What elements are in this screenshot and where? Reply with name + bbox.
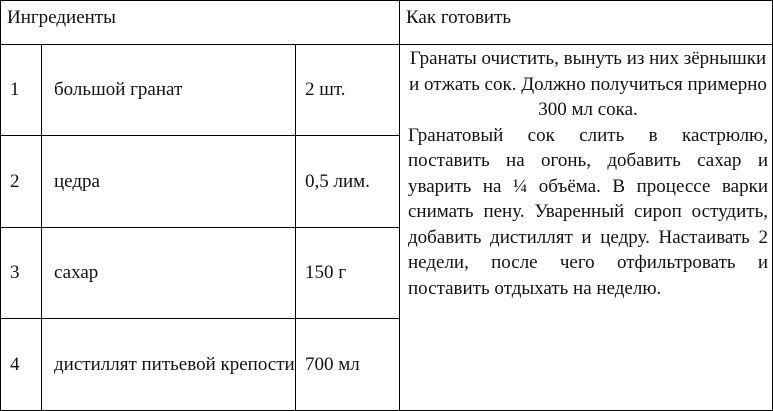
ingredient-quantity: 0,5 лим. (296, 136, 400, 228)
table-row (1, 45, 773, 136)
ingredient-quantity: 150 г (296, 228, 400, 319)
row-number: 3 (1, 228, 42, 319)
row-number: 2 (1, 136, 42, 228)
instructions-cell (400, 45, 773, 411)
how-to-cook-header: Как готовить (400, 1, 773, 45)
ingredient-name: большой гранат (42, 45, 296, 136)
header-row (1, 1, 773, 45)
ingredient-quantity: 2 шт. (296, 45, 400, 136)
row-number: 1 (1, 45, 42, 136)
ingredient-name: дистиллят питьевой крепости (42, 319, 296, 411)
ingredients-header: Ингредиенты (1, 1, 400, 45)
ingredient-quantity: 700 мл (296, 319, 400, 411)
ingredient-name: сахар (42, 228, 296, 319)
instructions-paragraph-1: Гранаты очистить, вынуть из них зёрнышки и отжать сок. Должно получиться примерно 300 мл сока. (409, 48, 767, 120)
row-number: 4 (1, 319, 42, 411)
ingredient-name: цедра (42, 136, 296, 228)
instructions-paragraph-2: Гранатовый сок слить в кастрюлю, поставить на огонь, добавить сахар и уварить на ¼ объёма. В процессе варки снимать пену. Уваренный сироп остудить, добавить дистиллят и цедру. Настаивать 2 недели, после чего отфильтровать и поставить отдыхать на неделю. (408, 124, 768, 299)
